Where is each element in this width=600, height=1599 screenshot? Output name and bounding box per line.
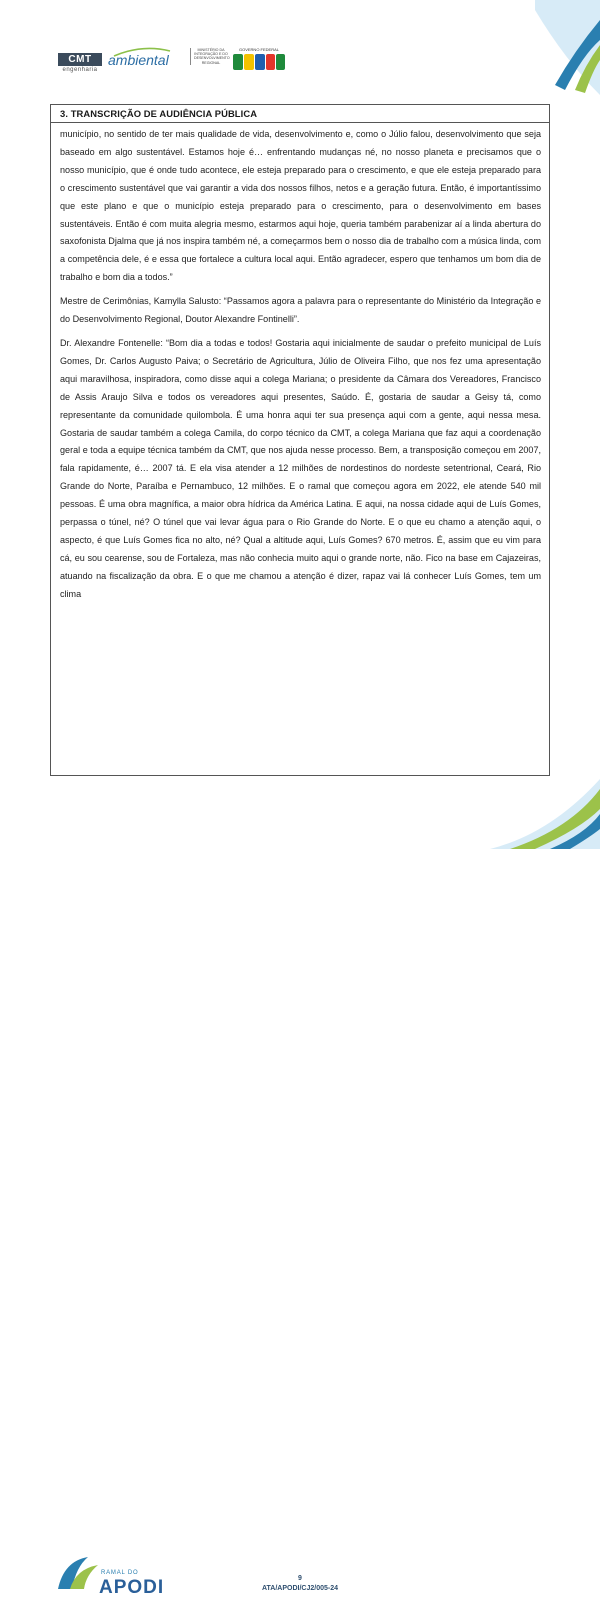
page-footer: [0, 769, 600, 1598]
corner-decoration-top-icon: [505, 0, 600, 95]
section-title: 3. TRANSCRIÇÃO DE AUDIÊNCIA PÚBLICA: [60, 108, 258, 119]
page-number: 9: [298, 1575, 302, 1582]
cmt-logo-text: CMT: [58, 53, 102, 66]
paragraph-continued: município, no sentido de ter mais qualidade de vida, desenvolvimento e, como o Júlio falou, desenvolvimento que seja baseado em algo sustentável. Estamos hoje é… enfrentando mudanças né, no nosso planeta e precisamos que o nosso município, que é onde tudo acontece, ele esteja preparado para o crescimento, e que ele esteja preparado para o crescimento sustentável que vai garantir a vida dos nossos filhos, netos e a geração futura. Então, é importantíssimo que este plano e que o município esteja preparado para o crescimento, para o desenvolvimento em bases sustentáveis. Então é com muita alegria mesmo, estarmos aqui hoje, queria também parabenizar aí a linda abertura do saxofonista Djalma que já nos inspira também né, a começarmos bem o nosso dia de trabalho com a música linda, com a competência dele, é e essa que fortalece a cultura local aqui. Então agradecer, espero que tenhamos um bom dia de trabalho e bom dia a todos.”: [60, 129, 541, 283]
ramal-label: RAMAL DO: [101, 1570, 139, 1576]
document-code: ATA/APODI/CJ2/005-24: [262, 1585, 338, 1592]
ambiental-logo: ambiental: [108, 52, 169, 68]
transcription-section: [50, 104, 550, 776]
corner-decoration-bottom-icon: [490, 779, 600, 849]
ministerio-logo: MINISTÉRIO DA INTEGRAÇÃO E DO DESENVOLVIMENTO REGIONAL: [190, 48, 228, 65]
paragraph-ceremony-master: Mestre de Cerimônias, Kamylla Salusto: “Passamos agora a palavra para o representante do Ministério da Integração e do Desenvolvimento Regional, Doutor Alexandre Fontinelli”.: [60, 296, 541, 325]
section-title-row: [51, 105, 549, 123]
governo-federal-label: GOVERNO FEDERAL: [238, 47, 279, 52]
paragraph-alexandre-fontenelle: Dr. Alexandre Fontenelle: “Bom dia a todas e todos! Gostaria aqui inicialmente de saudar o prefeito municipal de Luís Gomes, Dr. Carlos Augusto Paiva; o Secretário de Agricultura, Júlio de Oliveira Filho, que nos fez uma apresentação aqui maravilhosa, inspiradora, como disse aqui a colega Mariana; o presidente da Câmara dos Vereadores, Francisco de Assis Araujo Silva e todos os vereadores aqui presentes, Saúdo. É, gostaria de saudar a Geisy tá, como representante da comunidade quilombola. É uma honra aqui ter sua presença aqui com a gente, aqui nessa mesa. Gostaria de saudar também a colega Camila, do corpo técnico da CMT, a colega Mariana que faz aqui a coordenação geral e toda a equipe técnica também da CMT, que nos ajuda nesse processo. Bem, a transposição começou em 2007, fala rapidamente, é… 2007 tá. E ela visa atender a 12 milhões de nordestinos do nordeste setentrional, Ceará, Rio Grande do Norte, Paraíba e Pernambuco, 12 milhões. E o ramal que começou agora em 2022, ele atende 540 mil pessoas. É uma obra magnífica, a maior obra hídrica da América Latina. E aqui, na nossa cidade aqui de Luís Gomes, perpassa o túnel, né? O túnel que vai levar água para o Rio Grande do Norte. E o que eu chamo a atenção aqui, o aspecto, é que Luís Gomes fica no alto, né? Qual a altitude aqui, Luís Gomes? 670 metros. É, assim que eu vim para cá, eu sou cearense, sou de Fortaleza, mas não conhecia muito aqui o grande norte, não. Fico na base em Cajazeiras, atuando na fiscalização da obra. E o que me chamou a atenção é dizer, rapaz vai lá conhecer Luís Gomes, tem um clima: [60, 337, 541, 599]
transcription-body: [60, 126, 541, 610]
brasil-wordmark-icon: [232, 52, 286, 72]
governo-federal-logo: [232, 47, 286, 73]
cmt-logo: [58, 53, 102, 73]
apodi-label: APODI: [99, 1577, 165, 1598]
page-header: [0, 0, 600, 96]
cmt-logo-subtitle: engenharia: [62, 67, 98, 73]
